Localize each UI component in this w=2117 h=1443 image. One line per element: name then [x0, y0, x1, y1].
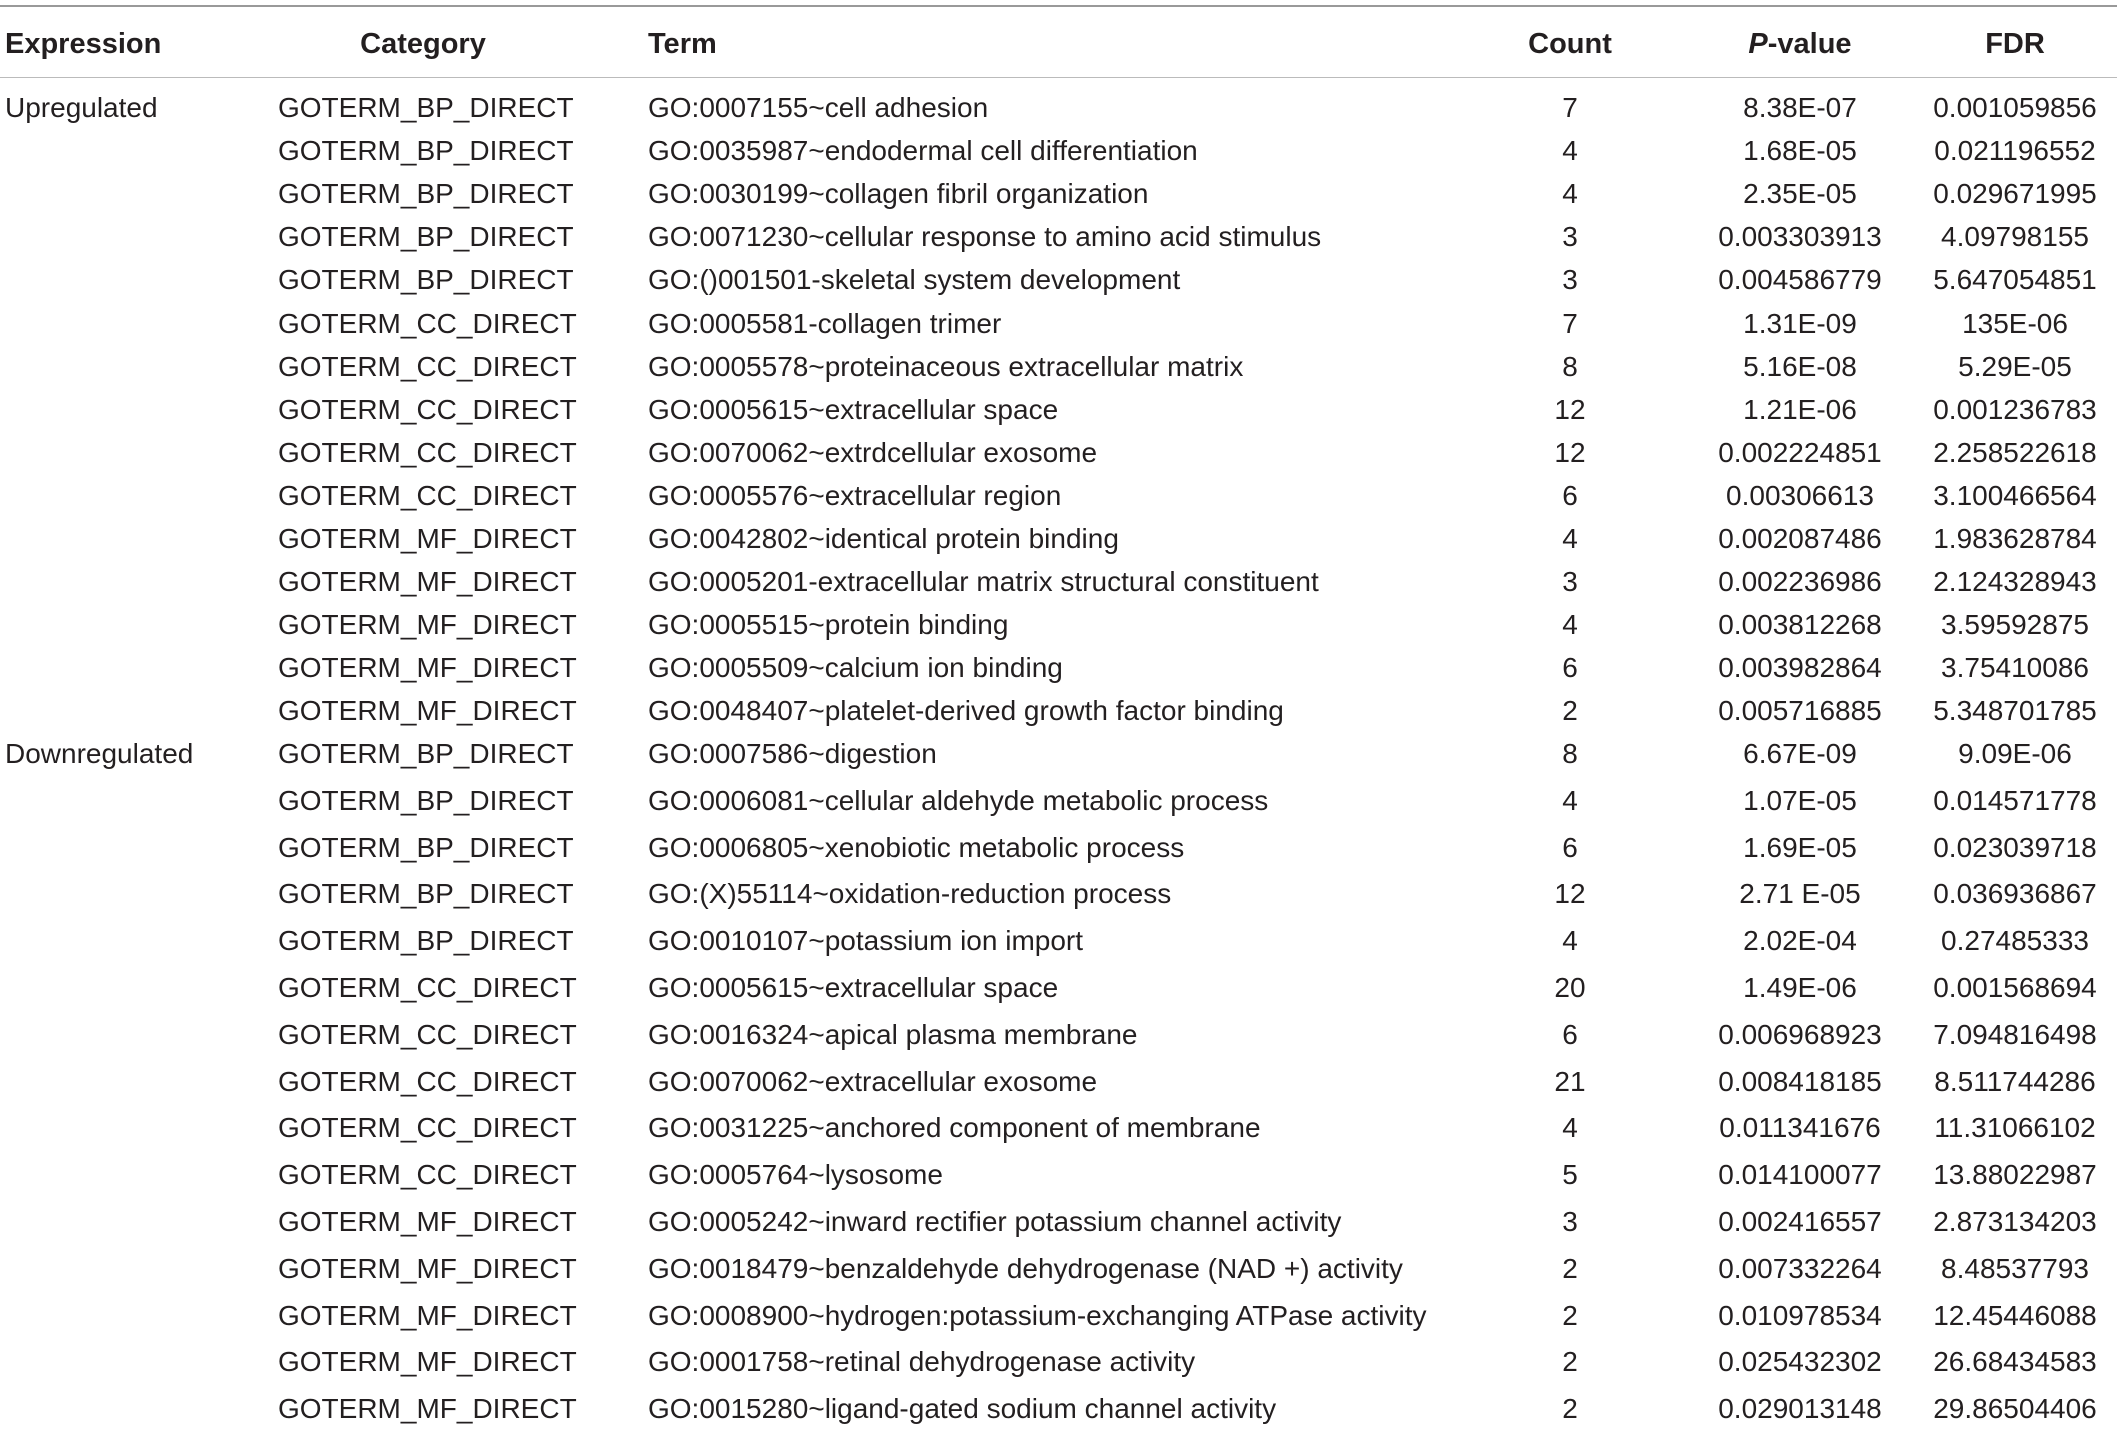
- table-row: [0, 88, 2117, 128]
- row-pvalue: 0.003303913: [1718, 221, 1882, 253]
- row-term: GO:0001758~retinal dehydrogenase activity: [648, 1346, 1196, 1378]
- row-category: GOTERM_MF_DIRECT: [278, 1299, 577, 1331]
- row-fdr: 2.258522618: [1933, 436, 2097, 468]
- row-term: GO:0006081~cellular aldehyde metabolic process: [648, 784, 1269, 816]
- row-count: 3: [1562, 566, 1578, 598]
- row-fdr: 5.348701785: [1933, 695, 2097, 727]
- row-count: 20: [1554, 972, 1586, 1003]
- row-count: 6: [1562, 479, 1578, 511]
- row-fdr: 3.59592875: [1941, 609, 2089, 641]
- table-row: [0, 519, 2117, 559]
- row-pvalue: 6.67E-09: [1743, 738, 1857, 769]
- row-fdr: 0.014571778: [1933, 784, 2097, 816]
- row-count: 4: [1562, 1112, 1578, 1144]
- row-term: GO:0018479~benzaldehyde dehydrogenase (NAD +) activity: [648, 1252, 1403, 1284]
- table-row: [0, 1249, 2117, 1289]
- row-count: 2: [1562, 1393, 1578, 1425]
- row-count: 4: [1562, 784, 1578, 816]
- row-category: GOTERM_MF_DIRECT: [278, 609, 577, 641]
- row-term: GO:0005615~extracellular space: [648, 972, 1059, 1003]
- row-term: GO:0005578~proteinaceous extracellular matrix: [648, 350, 1244, 382]
- row-category: GOTERM_CC_DIRECT: [278, 393, 577, 425]
- row-count: 12: [1554, 436, 1586, 468]
- row-count: 4: [1562, 523, 1578, 554]
- row-pvalue: 0.003812268: [1718, 609, 1882, 641]
- row-term: GO:0007586~digestion: [648, 738, 937, 769]
- row-count: 8: [1562, 350, 1578, 382]
- row-term: GO:0030199~collagen fibril organization: [648, 178, 1149, 210]
- header-pvalue-italic: P: [1748, 28, 1768, 60]
- table-row: [0, 605, 2117, 645]
- row-category: GOTERM_MF_DIRECT: [278, 1206, 577, 1237]
- row-pvalue: 5.16E-08: [1743, 350, 1857, 382]
- row-count: 4: [1562, 925, 1578, 957]
- row-term: GO:0070062~extracellular exosome: [648, 1065, 1098, 1097]
- row-term: GO:0010107~potassium ion import: [648, 925, 1084, 957]
- table-row: [0, 174, 2117, 214]
- table-row: [0, 648, 2117, 688]
- table-row: [0, 1108, 2117, 1148]
- row-fdr: 12.45446088: [1933, 1299, 2097, 1331]
- table-row: [0, 304, 2117, 344]
- row-category: GOTERM_CC_DIRECT: [278, 972, 577, 1003]
- row-category: GOTERM_BP_DIRECT: [278, 135, 574, 167]
- row-term: GO:0035987~endodermal cell differentiation: [648, 135, 1198, 167]
- row-pvalue: 0.00306613: [1726, 479, 1874, 511]
- row-category: GOTERM_CC_DIRECT: [278, 436, 577, 468]
- header-pvalue: [1650, 14, 1950, 74]
- row-term: GO:()001501-skeletal system development: [648, 264, 1181, 296]
- row-term: GO:0015280~ligand-gated sodium channel activity: [648, 1393, 1277, 1425]
- table-row: [0, 828, 2117, 868]
- row-category: GOTERM_MF_DIRECT: [278, 1252, 577, 1284]
- table-row: [0, 390, 2117, 430]
- row-term: GO:0005515~protein binding: [648, 609, 1009, 641]
- row-category: GOTERM_BP_DIRECT: [278, 738, 574, 769]
- row-category: GOTERM_BP_DIRECT: [278, 92, 574, 123]
- table-row: [0, 1342, 2117, 1382]
- row-pvalue: 0.010978534: [1718, 1299, 1882, 1331]
- table-row: [0, 691, 2117, 731]
- table-row: [0, 921, 2117, 961]
- row-fdr: 29.86504406: [1933, 1393, 2097, 1425]
- row-category: GOTERM_CC_DIRECT: [278, 1018, 577, 1050]
- row-pvalue: 0.003982864: [1718, 652, 1882, 684]
- header-count: Count: [1528, 28, 1612, 60]
- row-category: GOTERM_BP_DIRECT: [278, 831, 574, 863]
- row-category: GOTERM_BP_DIRECT: [278, 221, 574, 253]
- row-count: 7: [1562, 92, 1578, 123]
- row-fdr: 1.983628784: [1933, 523, 2097, 554]
- row-pvalue: 2.35E-05: [1743, 178, 1857, 210]
- row-pvalue: 0.025432302: [1718, 1346, 1882, 1378]
- row-term: GO:0042802~identical protein binding: [648, 523, 1119, 554]
- row-expression: Upregulated: [5, 92, 158, 123]
- table-row: [0, 347, 2117, 387]
- header-fdr: FDR: [1985, 28, 2045, 60]
- row-pvalue: 2.02E-04: [1743, 925, 1857, 957]
- row-term: GO:0005764~lysosome: [648, 1159, 943, 1191]
- row-pvalue: 1.68E-05: [1743, 135, 1857, 167]
- row-category: GOTERM_MF_DIRECT: [278, 1393, 577, 1425]
- row-term: GO:0005576~extracellular region: [648, 479, 1062, 511]
- table-row: [0, 734, 2117, 774]
- row-fdr: 135E-06: [1962, 307, 2068, 339]
- row-term: GO:0016324~apical plasma membrane: [648, 1018, 1138, 1050]
- row-category: GOTERM_MF_DIRECT: [278, 566, 577, 598]
- row-fdr: 2.124328943: [1933, 566, 2097, 598]
- table-row: [0, 968, 2117, 1008]
- row-term: GO:0005509~calcium ion binding: [648, 652, 1063, 684]
- row-count: 8: [1562, 738, 1578, 769]
- row-category: GOTERM_CC_DIRECT: [278, 479, 577, 511]
- row-count: 4: [1562, 178, 1578, 210]
- row-pvalue: 1.31E-09: [1743, 307, 1857, 339]
- table-header-row: [0, 14, 2117, 74]
- table-row: [0, 433, 2117, 473]
- row-pvalue: 0.002236986: [1718, 566, 1882, 598]
- row-term: GO:0031225~anchored component of membrane: [648, 1112, 1261, 1144]
- row-category: GOTERM_BP_DIRECT: [278, 178, 574, 210]
- row-term: GO:0006805~xenobiotic metabolic process: [648, 831, 1185, 863]
- row-term: GO:0005242~inward rectifier potassium channel activity: [648, 1206, 1342, 1237]
- row-pvalue: 0.014100077: [1718, 1159, 1882, 1191]
- table-row: [0, 476, 2117, 516]
- row-term: GO:(X)55114~oxidation-reduction process: [648, 878, 1172, 910]
- row-count: 7: [1562, 307, 1578, 339]
- row-category: GOTERM_CC_DIRECT: [278, 350, 577, 382]
- row-count: 6: [1562, 1018, 1578, 1050]
- row-fdr: 0.001059856: [1933, 92, 2097, 123]
- row-category: GOTERM_CC_DIRECT: [278, 307, 577, 339]
- row-fdr: 0.001236783: [1933, 393, 2097, 425]
- row-category: GOTERM_CC_DIRECT: [278, 1159, 577, 1191]
- row-term: GO:0008900~hydrogen:potassium-exchanging ATPase activity: [648, 1299, 1427, 1331]
- row-term: GO:0048407~platelet-derived growth factor binding: [648, 695, 1284, 727]
- row-pvalue: 1.21E-06: [1743, 393, 1857, 425]
- row-fdr: 7.094816498: [1933, 1018, 2097, 1050]
- row-fdr: 9.09E-06: [1958, 738, 2072, 769]
- row-pvalue: 1.49E-06: [1743, 972, 1857, 1003]
- row-category: GOTERM_MF_DIRECT: [278, 652, 577, 684]
- row-expression: Downregulated: [5, 738, 194, 769]
- row-count: 2: [1562, 1346, 1578, 1378]
- row-term: GO:0071230~cellular response to amino acid stimulus: [648, 221, 1322, 253]
- row-category: GOTERM_BP_DIRECT: [278, 264, 574, 296]
- row-fdr: 8.48537793: [1941, 1252, 2089, 1284]
- row-fdr: 5.29E-05: [1958, 350, 2072, 382]
- row-fdr: 2.873134203: [1933, 1206, 2097, 1237]
- row-pvalue: 1.07E-05: [1743, 784, 1857, 816]
- row-pvalue: 0.005716885: [1718, 695, 1882, 727]
- row-pvalue: 0.029013148: [1718, 1393, 1882, 1425]
- row-count: 3: [1562, 221, 1578, 253]
- table-row: [0, 1296, 2117, 1336]
- table-row: [0, 1389, 2117, 1429]
- row-fdr: 0.001568694: [1933, 972, 2097, 1003]
- table-row: [0, 874, 2117, 914]
- row-pvalue: 0.011341676: [1719, 1112, 1881, 1144]
- row-term: GO:0070062~extrdcellular exosome: [648, 436, 1098, 468]
- row-pvalue: 8.38E-07: [1743, 92, 1857, 123]
- header-term: Term: [648, 28, 717, 60]
- row-category: GOTERM_MF_DIRECT: [278, 695, 577, 727]
- table-row: [0, 260, 2117, 300]
- row-count: 2: [1562, 1252, 1578, 1284]
- row-fdr: 4.09798155: [1941, 221, 2089, 253]
- row-count: 3: [1562, 264, 1578, 296]
- table-row: [0, 1015, 2117, 1055]
- row-pvalue: 0.002224851: [1718, 436, 1882, 468]
- table-row: [0, 131, 2117, 171]
- table-row: [0, 1062, 2117, 1102]
- table-row: [0, 562, 2117, 602]
- row-pvalue: 0.002087486: [1718, 523, 1882, 554]
- row-count: 4: [1562, 135, 1578, 167]
- row-category: GOTERM_BP_DIRECT: [278, 784, 574, 816]
- header-category: Category: [360, 28, 486, 60]
- table-row: [0, 781, 2117, 821]
- table-row: [0, 1155, 2117, 1195]
- table-row: [0, 1202, 2117, 1242]
- row-term: GO:0005201-extracellular matrix structural constituent: [648, 566, 1319, 598]
- row-category: GOTERM_CC_DIRECT: [278, 1112, 577, 1144]
- row-fdr: 3.75410086: [1941, 652, 2089, 684]
- row-fdr: 8.511744286: [1934, 1065, 2096, 1097]
- row-category: GOTERM_MF_DIRECT: [278, 523, 577, 554]
- row-fdr: 26.68434583: [1933, 1346, 2097, 1378]
- row-count: 2: [1562, 1299, 1578, 1331]
- row-fdr: 0.023039718: [1933, 831, 2097, 863]
- row-count: 6: [1562, 831, 1578, 863]
- row-pvalue: 0.008418185: [1718, 1065, 1882, 1097]
- row-fdr: 13.88022987: [1933, 1159, 2097, 1191]
- row-fdr: 0.021196552: [1934, 135, 2096, 167]
- row-term: GO:0005581-collagen trimer: [648, 307, 1002, 339]
- row-count: 3: [1562, 1206, 1578, 1237]
- row-count: 12: [1554, 878, 1586, 910]
- row-category: GOTERM_MF_DIRECT: [278, 1346, 577, 1378]
- row-term: GO:0007155~cell adhesion: [648, 92, 989, 123]
- table-top-rule: [0, 5, 2117, 7]
- table-header-rule: [0, 77, 2117, 78]
- row-fdr: 0.036936867: [1933, 878, 2097, 910]
- header-pvalue-suffix: -value: [1767, 28, 1852, 60]
- row-pvalue: 2.71 E-05: [1739, 878, 1861, 910]
- header-expression: Expression: [5, 28, 162, 60]
- row-count: 2: [1562, 695, 1578, 727]
- row-fdr: 5.647054851: [1933, 264, 2097, 296]
- row-fdr: 3.100466564: [1933, 479, 2097, 511]
- row-fdr: 0.27485333: [1941, 925, 2089, 957]
- table-row: [0, 217, 2117, 257]
- row-category: GOTERM_BP_DIRECT: [278, 878, 574, 910]
- row-count: 21: [1554, 1065, 1586, 1097]
- row-term: GO:0005615~extracellular space: [648, 393, 1059, 425]
- row-pvalue: 1.69E-05: [1743, 831, 1857, 863]
- row-count: 5: [1562, 1159, 1578, 1191]
- row-pvalue: 0.006968923: [1718, 1018, 1882, 1050]
- row-pvalue: 0.002416557: [1718, 1206, 1882, 1237]
- row-fdr: 0.029671995: [1933, 178, 2097, 210]
- row-pvalue: 0.004586779: [1718, 264, 1882, 296]
- row-category: GOTERM_CC_DIRECT: [278, 1065, 577, 1097]
- row-pvalue: 0.007332264: [1718, 1252, 1882, 1284]
- row-fdr: 11.31066102: [1934, 1112, 2096, 1144]
- row-count: 12: [1554, 393, 1586, 425]
- row-category: GOTERM_BP_DIRECT: [278, 925, 574, 957]
- row-count: 4: [1562, 609, 1578, 641]
- row-count: 6: [1562, 652, 1578, 684]
